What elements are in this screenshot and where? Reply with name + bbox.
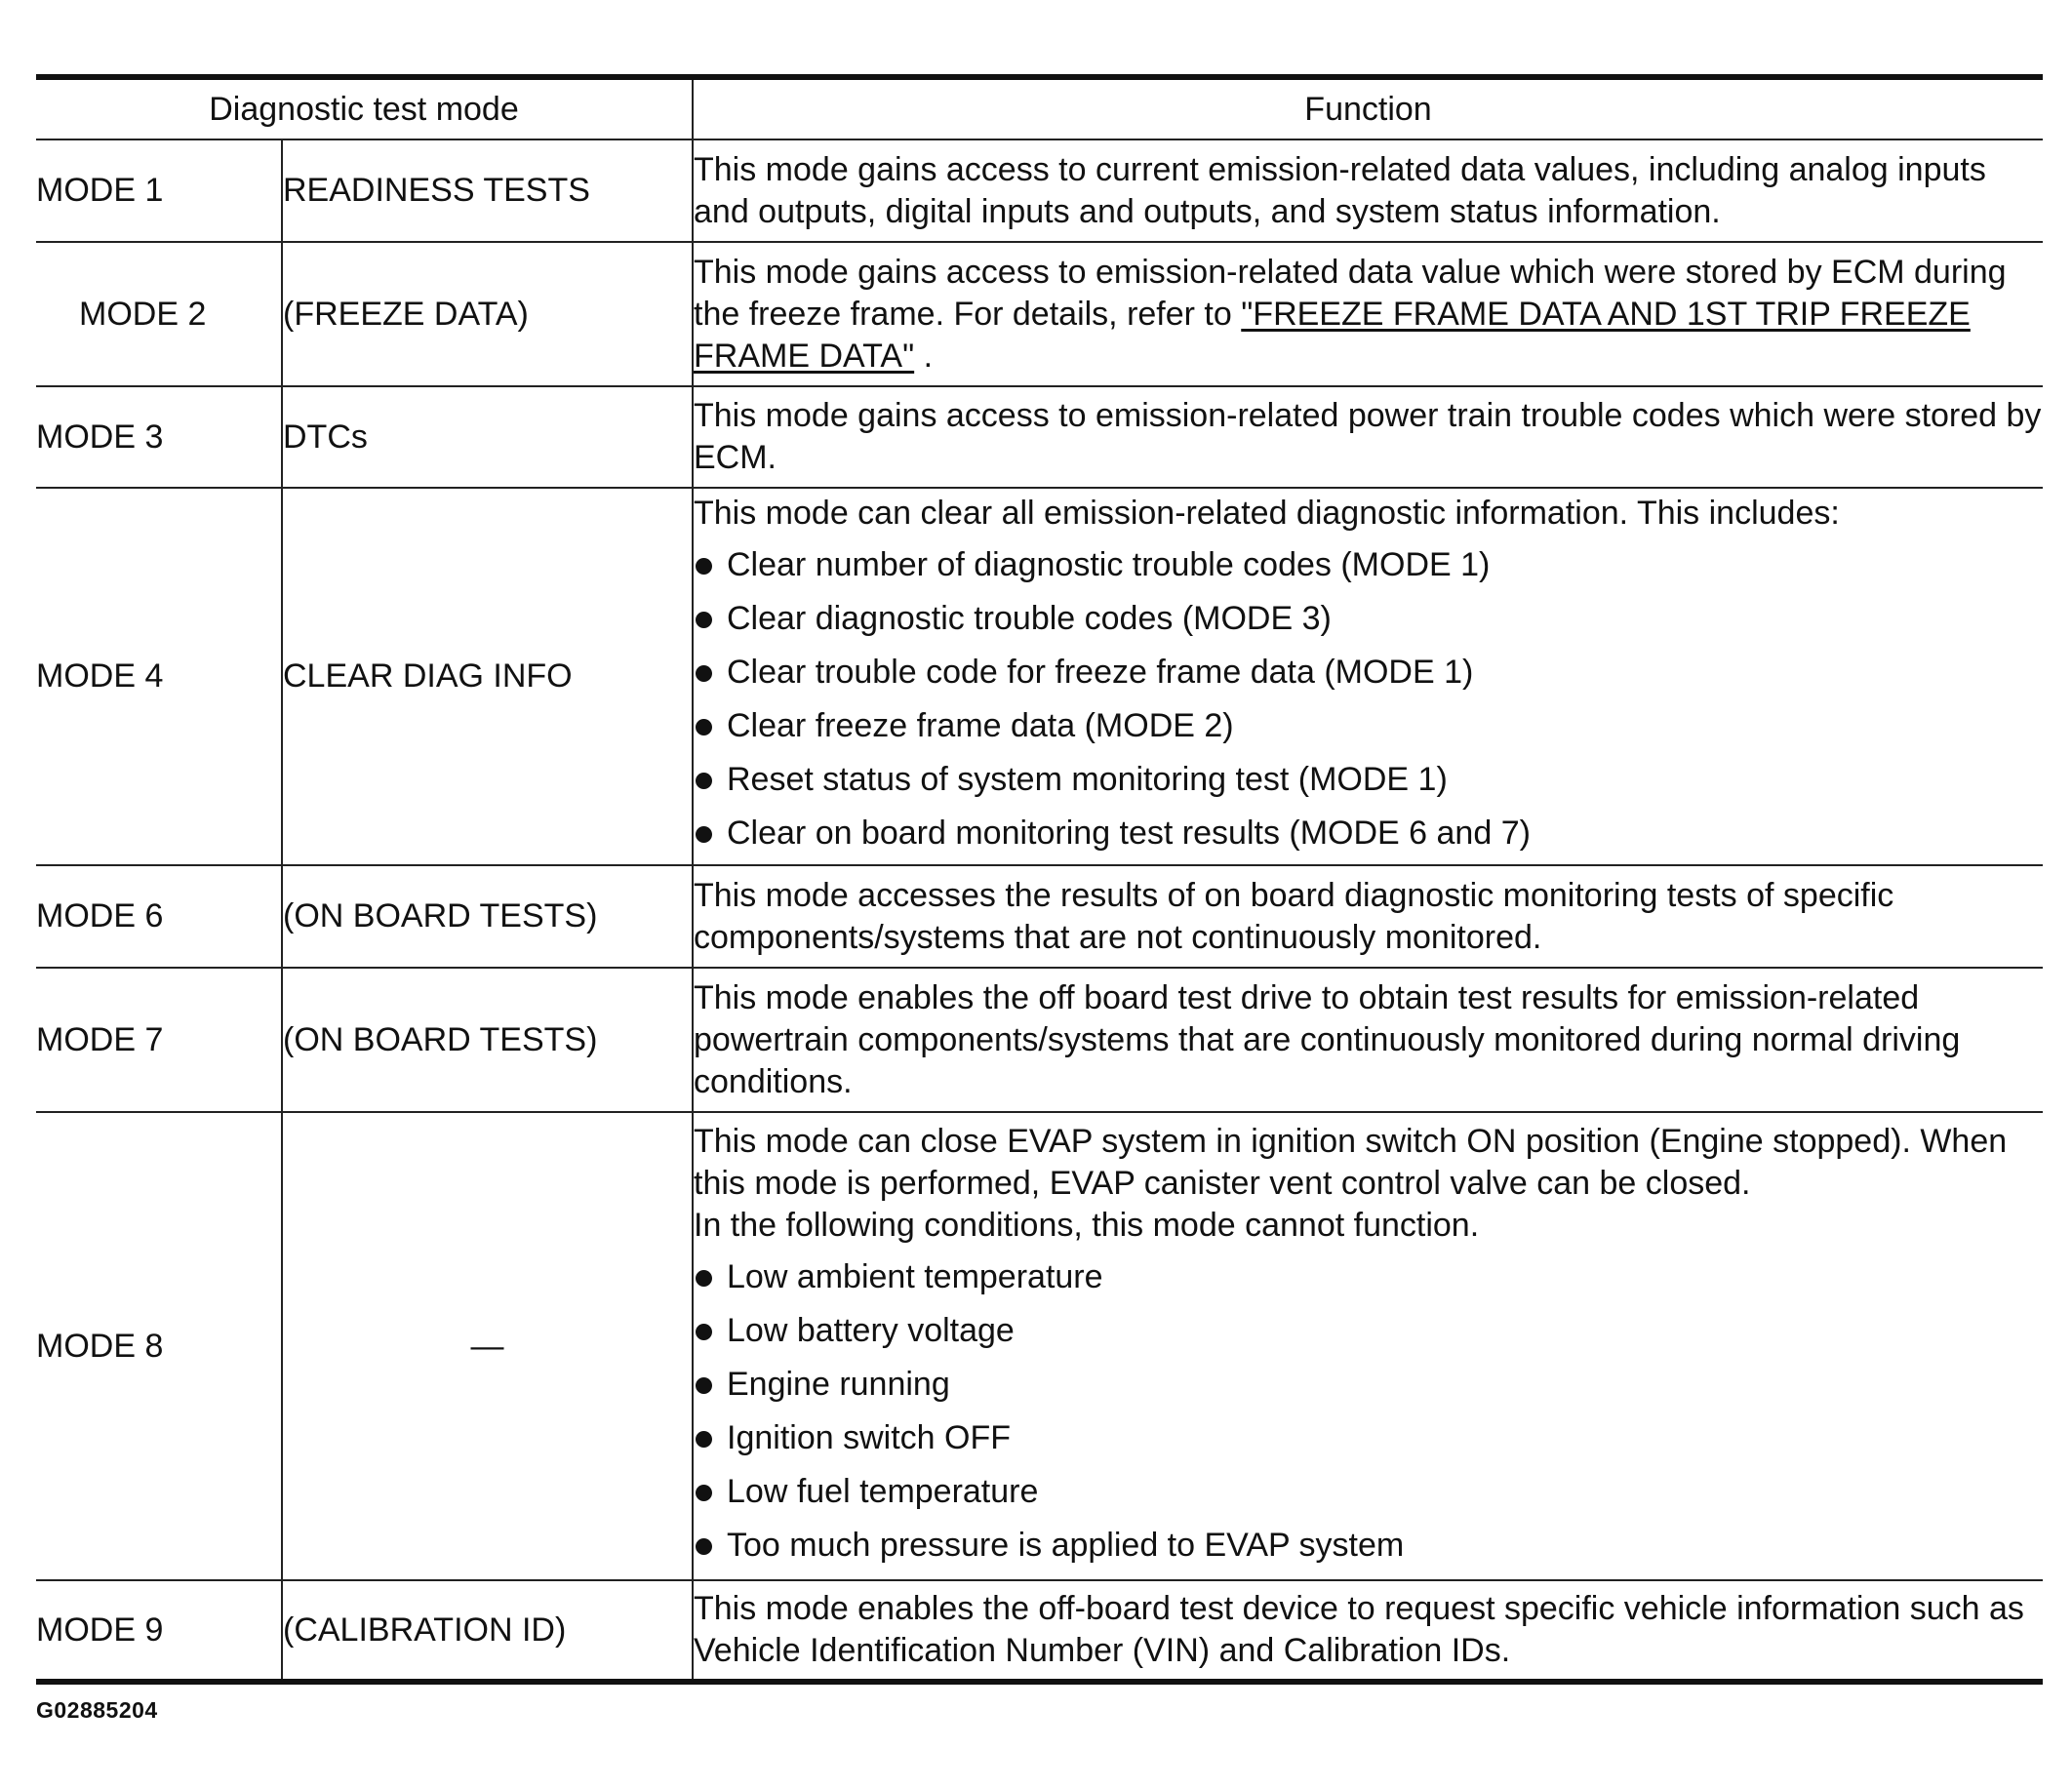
mode-name-cell: — bbox=[282, 1112, 693, 1580]
list-item-text: Low fuel temperature bbox=[727, 1472, 1039, 1510]
list-item bbox=[694, 646, 2043, 699]
list-item-text: Too much pressure is applied to EVAP system bbox=[727, 1526, 1405, 1564]
bullet-icon bbox=[696, 1377, 712, 1394]
table-row bbox=[36, 139, 2043, 242]
bullet-list bbox=[694, 1251, 2043, 1572]
list-item-text: Clear freeze frame data (MODE 2) bbox=[727, 707, 1234, 744]
function-text: This mode can close EVAP system in ignition switch ON position (Engine stopped). When this mode is performed, EVAP canister vent control valve can be closed. bbox=[694, 1122, 2008, 1202]
list-item bbox=[694, 1358, 2043, 1411]
list-item bbox=[694, 1465, 2043, 1519]
mode-name-cell: (ON BOARD TESTS) bbox=[282, 968, 693, 1112]
function-text: This mode gains access to emission-related power train trouble codes which were stored by ECM. bbox=[694, 397, 2042, 476]
list-item-text: Clear trouble code for freeze frame data (MODE 1) bbox=[727, 654, 1474, 691]
function-cell bbox=[693, 968, 2043, 1112]
function-cell bbox=[693, 488, 2043, 865]
list-item-text: Engine running bbox=[727, 1365, 950, 1403]
bullet-icon bbox=[696, 665, 712, 682]
mode-cell: MODE 2 bbox=[36, 242, 282, 386]
mode-cell: MODE 7 bbox=[36, 968, 282, 1112]
list-item bbox=[694, 699, 2043, 753]
function-cell bbox=[693, 865, 2043, 968]
mode-name-cell: (ON BOARD TESTS) bbox=[282, 865, 693, 968]
list-item-text: Clear number of diagnostic trouble codes (MODE 1) bbox=[727, 546, 1491, 583]
function-cell bbox=[693, 1112, 2043, 1580]
table-row bbox=[36, 1580, 2043, 1682]
bullet-icon bbox=[696, 719, 712, 735]
function-text: This mode enables the off board test drive to obtain test results for emission-related powertrain components/systems that are continuously monitored during normal driving conditions. bbox=[694, 978, 1961, 1100]
table-header-row bbox=[36, 77, 2043, 139]
list-item bbox=[694, 592, 2043, 646]
function-cell bbox=[693, 139, 2043, 242]
diagnostic-mode-table bbox=[36, 74, 2043, 1685]
list-item-text: Low battery voltage bbox=[727, 1311, 1015, 1349]
bullet-icon bbox=[696, 612, 712, 628]
mode-cell: MODE 3 bbox=[36, 386, 282, 488]
bullet-icon bbox=[696, 1431, 712, 1448]
table-row bbox=[36, 1112, 2043, 1580]
list-item bbox=[694, 1304, 2043, 1358]
mode-name-cell: READINESS TESTS bbox=[282, 139, 693, 242]
freeze-frame-data-link[interactable]: "FREEZE FRAME DATA AND 1ST TRIP FREEZE FRAME DATA" bbox=[694, 295, 1971, 375]
bullet-icon bbox=[696, 826, 712, 843]
bullet-icon bbox=[696, 773, 712, 789]
list-item-text: Low ambient temperature bbox=[727, 1257, 1103, 1295]
function-text-post: . bbox=[914, 337, 934, 375]
mode-cell: MODE 9 bbox=[36, 1580, 282, 1682]
table-row bbox=[36, 865, 2043, 968]
bullet-icon bbox=[696, 1324, 712, 1340]
list-item bbox=[694, 1519, 2043, 1572]
header-diagnostic-test-mode: Diagnostic test mode bbox=[36, 77, 693, 139]
function-text: This mode accesses the results of on board diagnostic monitoring tests of specific components/systems that are not continuously monitored. bbox=[694, 876, 1894, 956]
bullet-icon bbox=[696, 1270, 712, 1287]
bullet-icon bbox=[696, 1538, 712, 1555]
mode-cell: MODE 6 bbox=[36, 865, 282, 968]
list-item-text: Clear diagnostic trouble codes (MODE 3) bbox=[727, 600, 1332, 637]
list-item-text: Ignition switch OFF bbox=[727, 1418, 1011, 1456]
list-item bbox=[694, 538, 2043, 592]
table-row bbox=[36, 386, 2043, 488]
bullet-icon bbox=[696, 1485, 712, 1501]
list-item bbox=[694, 807, 2043, 860]
figure-id: G02885204 bbox=[36, 1697, 158, 1723]
function-text: This mode enables the off-board test device to request specific vehicle information such as Vehicle Identification Number (VIN) and Calibration IDs. bbox=[694, 1590, 2024, 1669]
table-row bbox=[36, 242, 2043, 386]
mode-name-cell: DTCs bbox=[282, 386, 693, 488]
list-item bbox=[694, 1411, 2043, 1465]
function-text-conditions: In the following conditions, this mode cannot function. bbox=[694, 1206, 1480, 1244]
mode-name-cell: (CALIBRATION ID) bbox=[282, 1580, 693, 1682]
mode-name-cell: CLEAR DIAG INFO bbox=[282, 488, 693, 865]
list-item bbox=[694, 1251, 2043, 1304]
mode-cell: MODE 4 bbox=[36, 488, 282, 865]
list-item-text: Clear on board monitoring test results (MODE 6 and 7) bbox=[727, 815, 1531, 852]
function-text: This mode can clear all emission-related diagnostic information. This includes: bbox=[694, 495, 1840, 532]
function-cell bbox=[693, 242, 2043, 386]
table-row bbox=[36, 968, 2043, 1112]
bullet-list bbox=[694, 538, 2043, 860]
function-text: This mode gains access to current emission-related data values, including analog inputs and outputs, digital inputs and outputs, and system status information. bbox=[694, 150, 1986, 230]
list-item bbox=[694, 753, 2043, 807]
function-cell bbox=[693, 1580, 2043, 1682]
mode-cell: MODE 1 bbox=[36, 139, 282, 242]
function-text bbox=[694, 252, 2043, 378]
function-text-pre: This mode gains access to emission-related data value which were stored by ECM during the freeze frame. For details, refer to bbox=[694, 253, 2007, 333]
bullet-icon bbox=[696, 558, 712, 575]
header-function: Function bbox=[693, 77, 2043, 139]
list-item-text: Reset status of system monitoring test (MODE 1) bbox=[727, 761, 1448, 798]
mode-cell: MODE 8 bbox=[36, 1112, 282, 1580]
mode-name-cell: (FREEZE DATA) bbox=[282, 242, 693, 386]
function-cell bbox=[693, 386, 2043, 488]
table-row bbox=[36, 488, 2043, 865]
